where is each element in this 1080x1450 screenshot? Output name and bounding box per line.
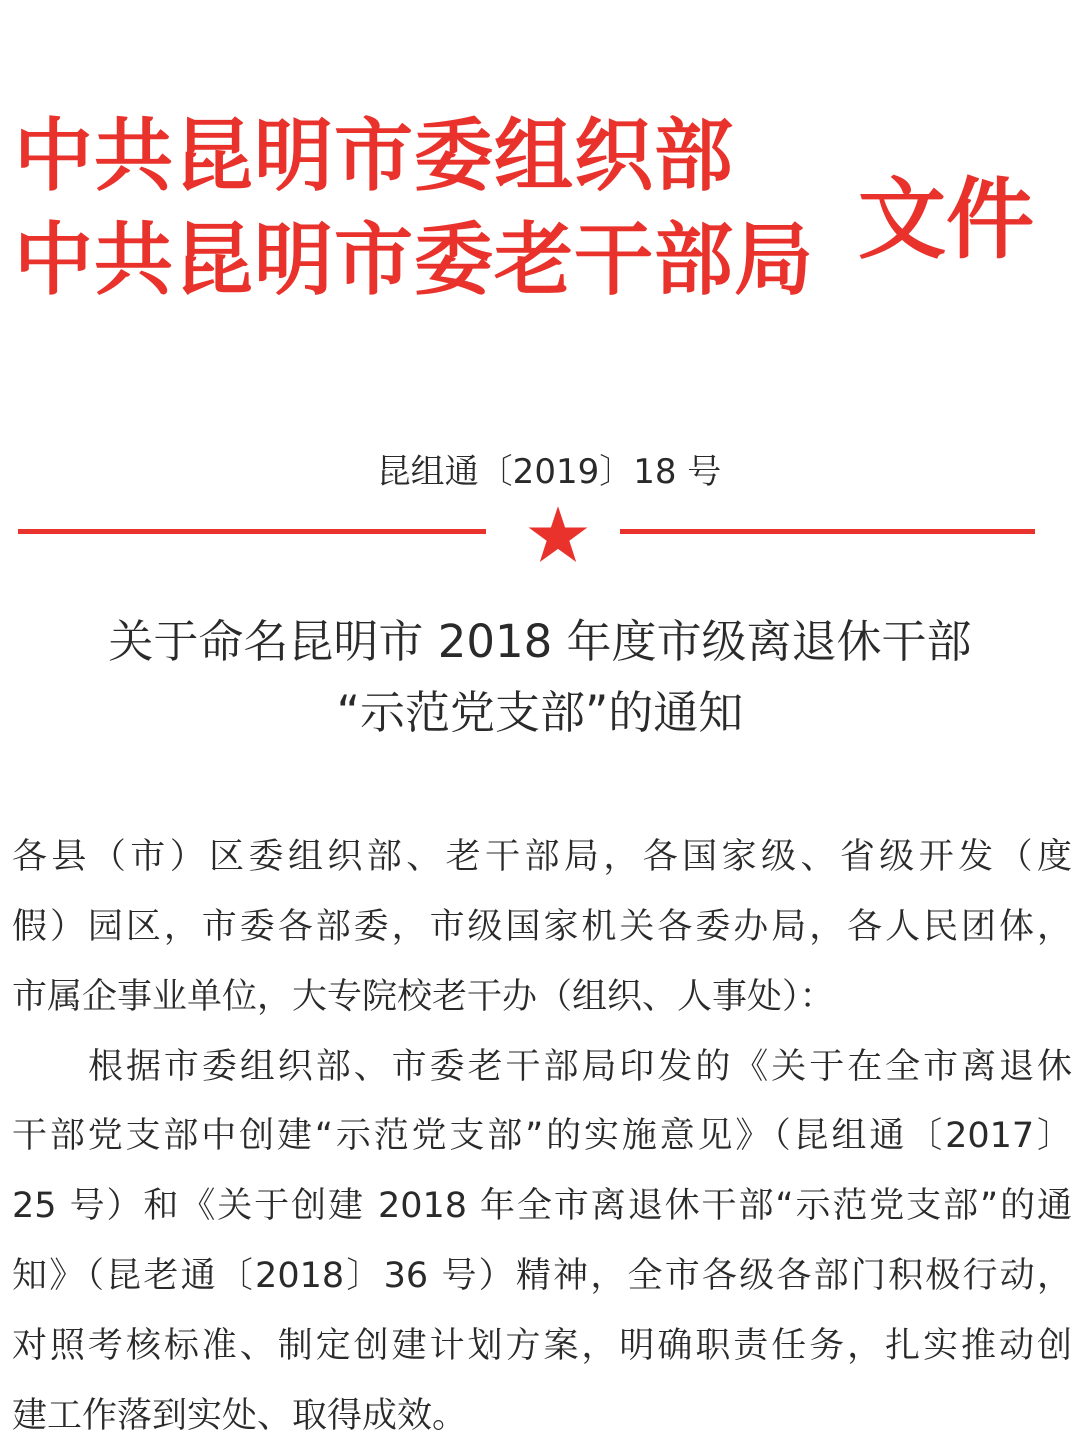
red-divider-left — [18, 529, 486, 534]
document-masthead — [0, 0, 1080, 330]
notice-title-line-2: “示范党支部”的通知 — [336, 686, 744, 739]
body-line: 干部党支部中创建“示范党支部”的实施意见》（昆组通〔2017〕 — [12, 1116, 1072, 1156]
body-line: 各县（市）区委组织部、老干部局，各国家级、省级开发（度 — [12, 837, 1072, 877]
notice-title-line-1: 关于命名昆明市 2018 年度市级离退休干部 — [108, 615, 972, 668]
document-label: 文件 — [858, 168, 1035, 271]
issuing-org-line-1: 中共昆明市委组织部 — [14, 110, 734, 202]
body-line: 知》（昆老通〔2018〕36 号）精神，全市各级各部门积极行动， — [12, 1256, 1072, 1296]
body-line: 对照考核标准、制定创建计划方案，明确职责任务，扎实推动创 — [12, 1326, 1072, 1366]
document-number: 昆组通〔2019〕18 号 — [376, 452, 722, 492]
body-line: 建工作落到实处、取得成效。 — [12, 1396, 468, 1436]
red-divider-right — [620, 529, 1035, 534]
star-icon — [528, 505, 588, 562]
body-line: 假）园区，市委各部委，市级国家机关各委办局，各人民团体， — [12, 907, 1072, 947]
body-line: 25 号）和《关于创建 2018 年全市离退休干部“示范党支部”的通 — [12, 1186, 1072, 1226]
issuing-org-line-2: 中共昆明市委老干部局 — [14, 214, 814, 306]
body-line: 根据市委组织部、市委老干部局印发的《关于在全市离退休 — [88, 1047, 1072, 1087]
body-line: 市属企事业单位，大专院校老干办（组织、人事处）： — [12, 977, 835, 1017]
